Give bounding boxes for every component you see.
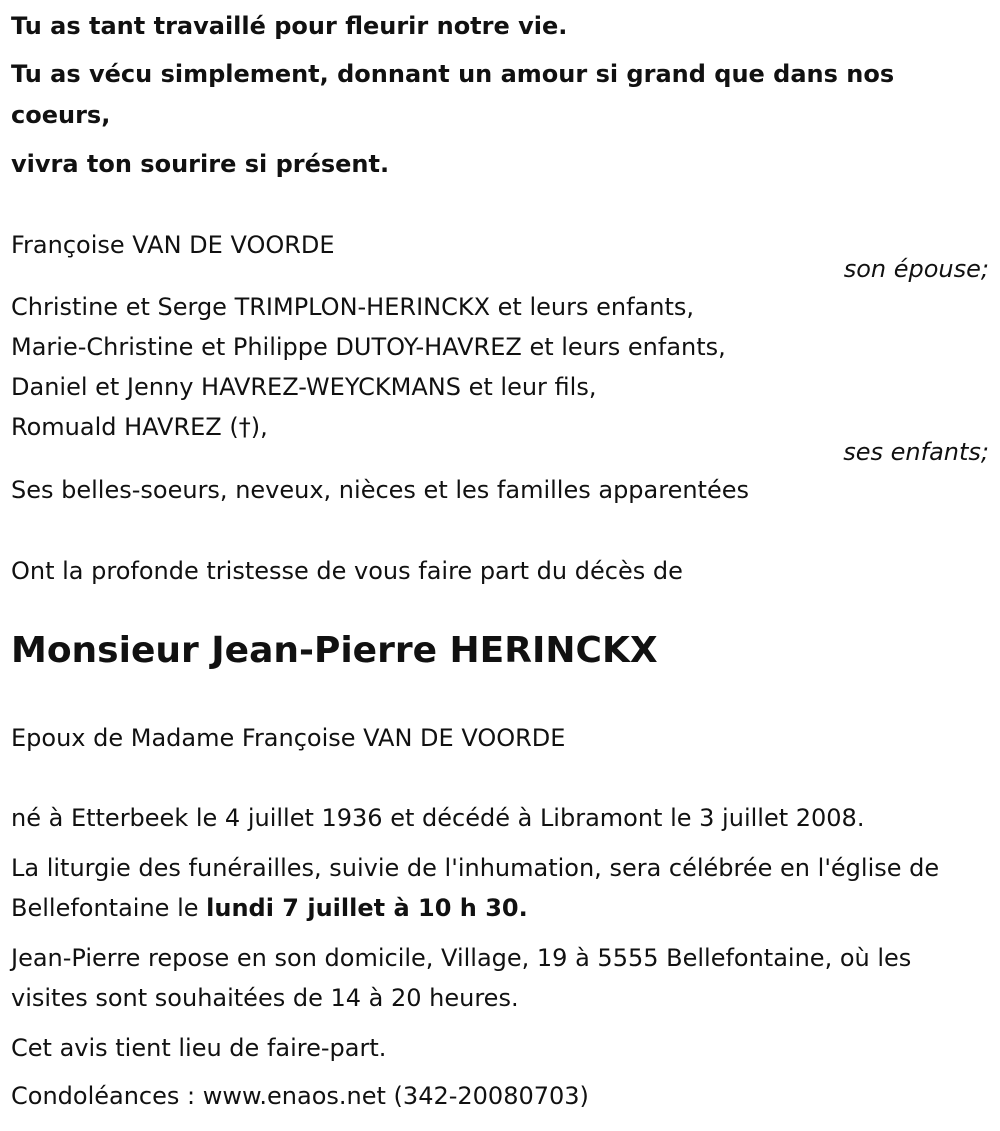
deceased-name: Monsieur Jean-Pierre HERINCKX: [11, 630, 658, 671]
announcement: Ont la profonde tristesse de vous faire part du décès de: [11, 557, 683, 585]
funeral-date: lundi 7 juillet à 10 h 30.: [206, 894, 528, 922]
spouse-name: Françoise VAN DE VOORDE: [11, 231, 335, 259]
notice-line: Cet avis tient lieu de faire-part.: [11, 1034, 387, 1062]
child-line-4: Romuald HAVREZ (†),: [11, 413, 268, 441]
funeral-text: La liturgie des funérailles, suivie de l'inhumation, sera célébrée en l'église de Bellefontaine le: [11, 854, 940, 922]
family-line: Ses belles-soeurs, neveux, nièces et les familles apparentées: [11, 476, 749, 504]
poem-line-1: Tu as tant travaillé pour fleurir notre vie.: [11, 12, 568, 40]
condolences-line: Condoléances : www.enaos.net (342-20080703): [11, 1082, 589, 1110]
child-line-1: Christine et Serge TRIMPLON-HERINCKX et leurs enfants,: [11, 293, 695, 321]
children-role: ses enfants;: [843, 438, 989, 466]
spouse-role: son épouse;: [843, 255, 989, 283]
poem-line-2: Tu as vécu simplement, donnant un amour si grand que dans nos coeurs,: [11, 60, 895, 129]
child-line-3: Daniel et Jenny HAVREZ-WEYCKMANS et leur fils,: [11, 373, 597, 401]
spouse-of-line: Epoux de Madame Françoise VAN DE VOORDE: [11, 724, 566, 752]
birth-death-line: né à Etterbeek le 4 juillet 1936 et décédé à Libramont le 3 juillet 2008.: [11, 804, 865, 832]
funeral-paragraph: [11, 848, 991, 928]
visitation-paragraph: Jean-Pierre repose en son domicile, Village, 19 à 5555 Bellefontaine, où les visites sont souhaitées de 14 à 20 heures.: [11, 944, 912, 1012]
child-line-2: Marie-Christine et Philippe DUTOY-HAVREZ et leurs enfants,: [11, 333, 726, 361]
poem-line-3: vivra ton sourire si présent.: [11, 150, 390, 178]
